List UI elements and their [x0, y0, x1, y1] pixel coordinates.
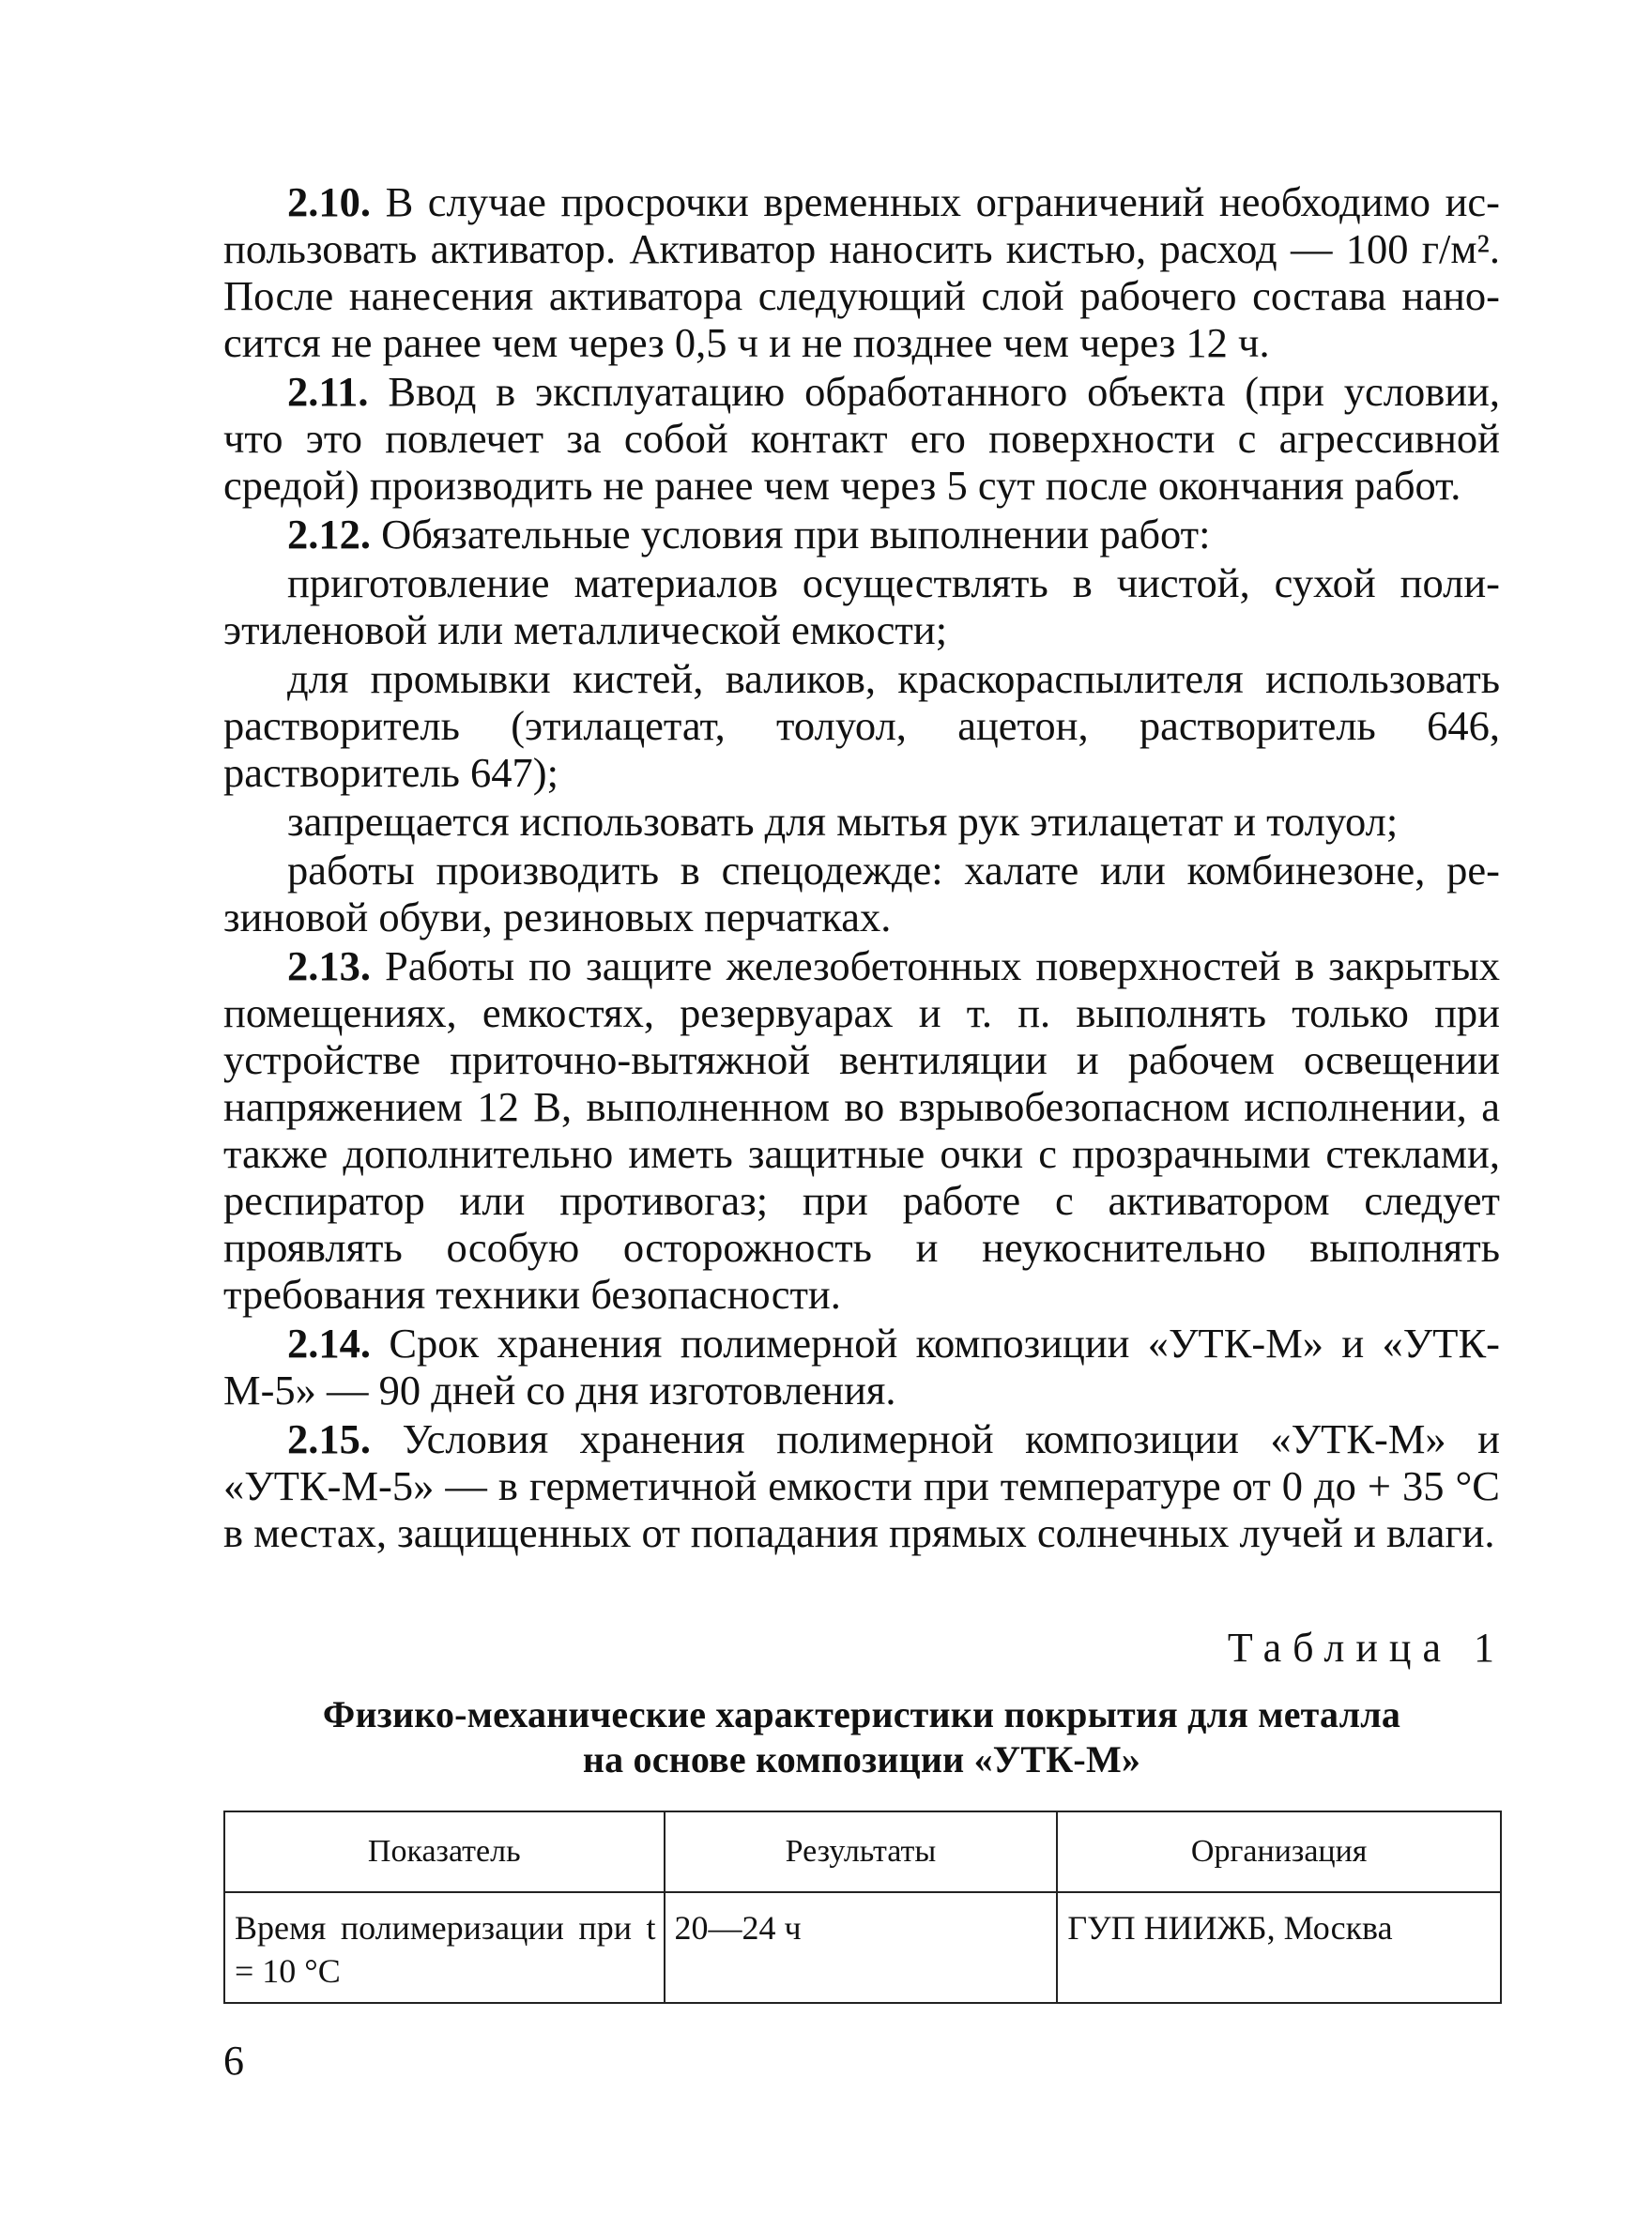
paragraph-condition-materials — [223, 559, 1500, 653]
paragraph-2-11 — [223, 368, 1500, 509]
table-title-line: на основе композиции «УТК-М» — [582, 1738, 1141, 1780]
paragraph-2-10 — [223, 178, 1500, 366]
paragraph-condition-solvent — [223, 655, 1500, 796]
paragraph-condition-clothing — [223, 847, 1500, 940]
characteristics-table — [223, 1811, 1502, 2004]
header-indicator: Показатель — [224, 1811, 665, 1892]
cell-indicator: Время полимеризации при t = 10 °С — [224, 1892, 665, 2003]
paragraph-text: запрещается использовать для мытья рук этилацетат и толуол; — [287, 798, 1399, 845]
clause-number: 2.12. — [287, 511, 371, 558]
table-title — [223, 1692, 1500, 1782]
table-title-line: Физико-механические характеристики покрытия для металла — [322, 1693, 1401, 1735]
paragraph-text: для промывки кистей, валиков, краскораспылителя использовать растворитель (этилацетат, толуол, ацетон, растворитель 646, растворитель 647); — [223, 655, 1500, 796]
paragraph-text: работы производить в спецодежде: халате или комбинезоне, резиновой обуви, резиновых перчатках. — [223, 847, 1500, 940]
paragraph-2-15 — [223, 1415, 1500, 1556]
clause-number: 2.14. — [287, 1320, 371, 1367]
page-number: 6 — [223, 2038, 244, 2084]
paragraph-text: Срок хранения полимерной композиции «УТК-М» и «УТК-М-5» — 90 дней со дня изготовления. — [223, 1320, 1500, 1413]
document-page — [223, 178, 1506, 2004]
cell-result: 20—24 ч — [665, 1892, 1058, 2003]
paragraph-text: приготовление материалов осуществлять в чистой, сухой полиэтиленовой или металлической емкости; — [223, 559, 1500, 653]
paragraph-text: Ввод в эксплуатацию обработанного объекта (при условии, что это повлечет за собой контакт его поверхности с агрессивной средой) производить не ранее чем через 5 сут после окончания работ. — [223, 368, 1500, 509]
paragraph-2-13 — [223, 942, 1500, 1318]
paragraph-2-14 — [223, 1320, 1500, 1413]
paragraph-text: Условия хранения полимерной композиции «УТК-М» и «УТК-М-5» — в герметичной емкости при температуре от 0 до + 35 °С в местах, защищенных от попадания прямых солнечных лучей и влаги. — [223, 1415, 1500, 1556]
clause-number: 2.13. — [287, 942, 371, 989]
table-label: Таблица 1 — [1227, 1625, 1506, 1671]
cell-organization: ГУП НИИЖБ, Москва — [1057, 1892, 1501, 2003]
clause-number: 2.11. — [287, 368, 369, 415]
paragraph-text: В случае просрочки временных ограничений необходимо использовать активатор. Активатор наносить кистью, расход — 100 г/м². После нанесения активатора следующий слой рабочего состава наносится не ранее чем через 0,5 ч и не позднее чем через 12 ч. — [223, 178, 1500, 366]
paragraph-condition-hands — [223, 798, 1500, 845]
paragraph-text: Работы по защите железобетонных поверхностей в закрытых помещениях, емкостях, резервуарах и т. п. выполнять только при устройстве приточно-вытяжной вентиляции и рабочем освещении напряжением 12 В, выполненном во взрывобезопасном исполнении, а также дополнительно иметь защитные очки с прозрачными стеклами, респиратор или противогаз; при работе с активатором следует проявлять особую осторожность и неукоснительно выполнять требования техники безопасности. — [223, 942, 1500, 1318]
clause-number: 2.10. — [287, 178, 371, 225]
header-results: Результаты — [665, 1811, 1058, 1892]
table-header-row — [224, 1811, 1501, 1892]
table-row — [224, 1892, 1501, 2003]
paragraph-2-12 — [223, 511, 1500, 558]
paragraph-text: Обязательные условия при выполнении работ: — [371, 511, 1211, 558]
clause-number: 2.15. — [287, 1415, 371, 1462]
header-organization: Организация — [1057, 1811, 1501, 1892]
